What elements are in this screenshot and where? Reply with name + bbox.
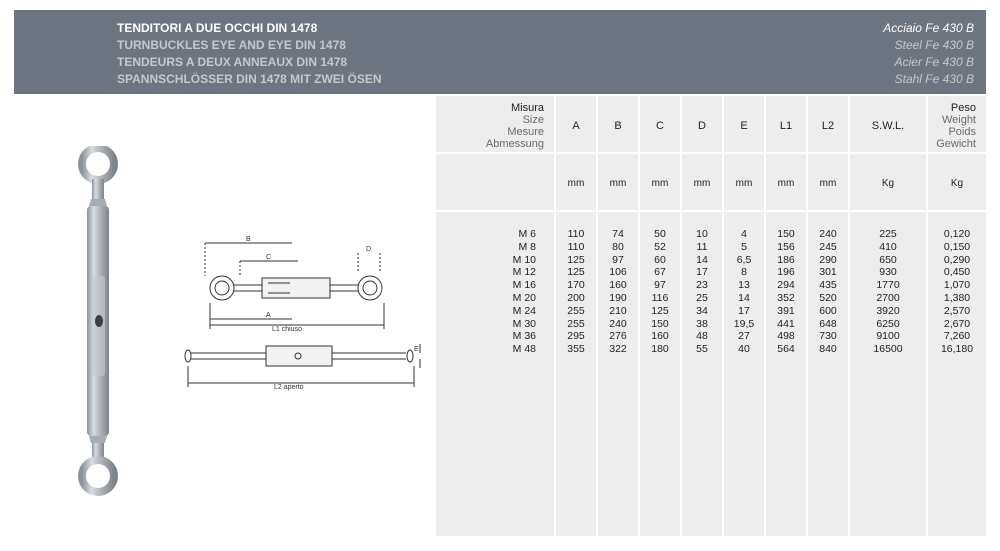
cell-l1: 498 (777, 330, 795, 343)
col-e (724, 228, 764, 356)
turnbuckle-photo (58, 146, 138, 496)
cell-d: 34 (696, 304, 708, 317)
unit-d: mm (693, 178, 711, 189)
material-french: Acier Fe 430 B (894, 55, 974, 69)
cell-l1: 391 (777, 304, 795, 317)
cell-a: 295 (567, 330, 585, 343)
cell-l2: 301 (819, 266, 837, 279)
cell-weight: 1,380 (943, 291, 971, 304)
cell-swl: 650 (879, 253, 897, 266)
cell-c: 67 (654, 266, 666, 279)
illustration-area (0, 96, 436, 551)
cell-size: M 6 (518, 228, 536, 240)
dim-label-c: C (266, 254, 272, 261)
cell-c: 60 (654, 253, 666, 266)
cell-size: M 24 (512, 304, 536, 317)
cell-size: M 10 (512, 253, 536, 266)
size-header: Misura Size Mesure Abmessung (485, 102, 544, 150)
col-weight (928, 228, 986, 356)
cell-size: M 16 (512, 279, 536, 292)
col-c (640, 228, 680, 356)
cell-weight: 0,450 (943, 266, 971, 279)
unit-l1: mm (777, 178, 795, 189)
title-italian: TENDITORI A DUE OCCHI DIN 1478 (117, 21, 318, 35)
cell-l2: 730 (819, 330, 837, 343)
cell-l2: 648 (819, 317, 837, 330)
cell-swl: 9100 (876, 330, 900, 343)
cell-l2: 600 (819, 304, 837, 317)
col-header-a: A (572, 120, 580, 132)
cell-e: 27 (738, 330, 750, 343)
header-banner (14, 10, 986, 94)
cell-e: 6,5 (736, 253, 752, 266)
cell-l2: 240 (819, 228, 837, 240)
cell-l1: 196 (777, 266, 795, 279)
cell-size: M 36 (512, 330, 536, 343)
dim-label-l1: L1 chiuso (272, 326, 302, 333)
cell-size: M 8 (518, 240, 536, 253)
cell-c: 160 (651, 330, 669, 343)
cell-c: 180 (651, 343, 669, 356)
cell-a: 125 (567, 253, 585, 266)
row-separator (436, 210, 986, 212)
cell-l2: 520 (819, 291, 837, 304)
cell-b: 97 (612, 253, 624, 266)
cell-a: 170 (567, 279, 585, 292)
cell-weight: 0,150 (943, 240, 971, 253)
cell-swl: 6250 (876, 317, 900, 330)
cell-weight: 2,570 (943, 304, 971, 317)
cell-e: 4 (741, 228, 747, 240)
cell-swl: 1770 (876, 279, 900, 292)
technical-drawing (180, 231, 430, 401)
col-a (556, 228, 596, 356)
cell-l1: 294 (777, 279, 795, 292)
cell-a: 255 (567, 317, 585, 330)
dim-label-b: B (246, 236, 251, 243)
cell-d: 10 (696, 228, 708, 240)
cell-swl: 2700 (876, 291, 900, 304)
cell-b: 210 (609, 304, 627, 317)
cell-weight: 0,120 (943, 228, 971, 240)
cell-b: 276 (609, 330, 627, 343)
col-l1 (766, 228, 806, 356)
cell-size: M 30 (512, 317, 536, 330)
cell-e: 40 (738, 343, 750, 356)
unit-a: mm (567, 178, 585, 189)
cell-l1: 150 (777, 228, 795, 240)
cell-e: 14 (738, 291, 750, 304)
col-header-b: B (614, 120, 622, 132)
cell-d: 11 (696, 240, 708, 253)
cell-l1: 564 (777, 343, 795, 356)
cell-swl: 225 (879, 228, 897, 240)
cell-c: 97 (654, 279, 666, 292)
cell-swl: 930 (879, 266, 897, 279)
col-header-l2: L2 (821, 120, 835, 132)
cell-swl: 410 (879, 240, 897, 253)
unit-e: mm (735, 178, 753, 189)
dim-label-a: A (266, 312, 271, 319)
cell-size: M 48 (512, 343, 536, 356)
cell-l2: 840 (819, 343, 837, 356)
cell-b: 190 (609, 291, 627, 304)
cell-weight: 0,290 (943, 253, 971, 266)
cell-swl: 16500 (873, 343, 903, 356)
cell-e: 13 (738, 279, 750, 292)
cell-b: 106 (609, 266, 627, 279)
col-header-c: C (656, 120, 664, 132)
cell-e: 19,5 (733, 317, 755, 330)
col-header-swl: S.W.L. (871, 120, 905, 132)
title-german: SPANNSCHLÖSSER DIN 1478 MIT ZWEI ÖSEN (117, 72, 382, 86)
col-size (476, 228, 536, 356)
cell-b: 322 (609, 343, 627, 356)
cell-b: 160 (609, 279, 627, 292)
unit-l2: mm (819, 178, 837, 189)
cell-a: 200 (567, 291, 585, 304)
col-d (682, 228, 722, 356)
cell-a: 110 (567, 240, 585, 253)
cell-d: 23 (696, 279, 708, 292)
cell-b: 74 (612, 228, 624, 240)
cell-size: M 20 (512, 291, 536, 304)
cell-c: 50 (654, 228, 666, 240)
cell-l1: 352 (777, 291, 795, 304)
cell-d: 25 (696, 291, 708, 304)
dim-label-d: D (366, 246, 372, 253)
col-header-e: E (740, 120, 748, 132)
cell-l2: 290 (819, 253, 837, 266)
unit-weight: Kg (950, 178, 964, 189)
cell-d: 17 (696, 266, 708, 279)
cell-a: 125 (567, 266, 585, 279)
col-header-l1: L1 (779, 120, 793, 132)
material-english: Steel Fe 430 B (894, 38, 974, 52)
row-separator (436, 152, 986, 154)
unit-b: mm (609, 178, 627, 189)
dim-label-l2: L2 aperto (274, 384, 304, 391)
material-italian: Acciaio Fe 430 B (883, 21, 974, 35)
cell-l1: 186 (777, 253, 795, 266)
cell-c: 116 (651, 291, 669, 304)
cell-l1: 156 (777, 240, 795, 253)
title-french: TENDEURS A DEUX ANNEAUX DIN 1478 (117, 55, 348, 69)
cell-a: 355 (567, 343, 585, 356)
cell-l2: 245 (819, 240, 837, 253)
weight-header: Peso Weight Poids Gewicht (936, 102, 976, 150)
col-l2 (808, 228, 848, 356)
cell-d: 14 (696, 253, 708, 266)
cell-size: M 12 (512, 266, 536, 279)
col-swl (850, 228, 926, 356)
cell-weight: 2,670 (943, 317, 971, 330)
cell-e: 8 (741, 266, 747, 279)
cell-e: 5 (741, 240, 747, 253)
dimensions-table (436, 96, 986, 536)
col-b (598, 228, 638, 356)
unit-c: mm (651, 178, 669, 189)
cell-b: 80 (612, 240, 624, 253)
cell-swl: 3920 (876, 304, 900, 317)
cell-d: 55 (696, 343, 708, 356)
cell-a: 255 (567, 304, 585, 317)
cell-d: 48 (696, 330, 708, 343)
cell-d: 38 (696, 317, 708, 330)
cell-weight: 16,180 (940, 343, 974, 356)
cell-b: 240 (609, 317, 627, 330)
cell-l2: 435 (819, 279, 837, 292)
title-english: TURNBUCKLES EYE AND EYE DIN 1478 (117, 38, 346, 52)
cell-c: 52 (654, 240, 666, 253)
cell-c: 150 (651, 317, 669, 330)
cell-a: 110 (567, 228, 585, 240)
cell-l1: 441 (777, 317, 795, 330)
cell-weight: 1,070 (943, 279, 971, 292)
cell-e: 17 (738, 304, 750, 317)
cell-weight: 7,260 (943, 330, 971, 343)
col-header-d: D (698, 120, 706, 132)
unit-swl: Kg (881, 178, 895, 189)
cell-c: 125 (651, 304, 669, 317)
material-german: Stahl Fe 430 B (894, 72, 974, 86)
dim-label-e: E (414, 346, 419, 353)
